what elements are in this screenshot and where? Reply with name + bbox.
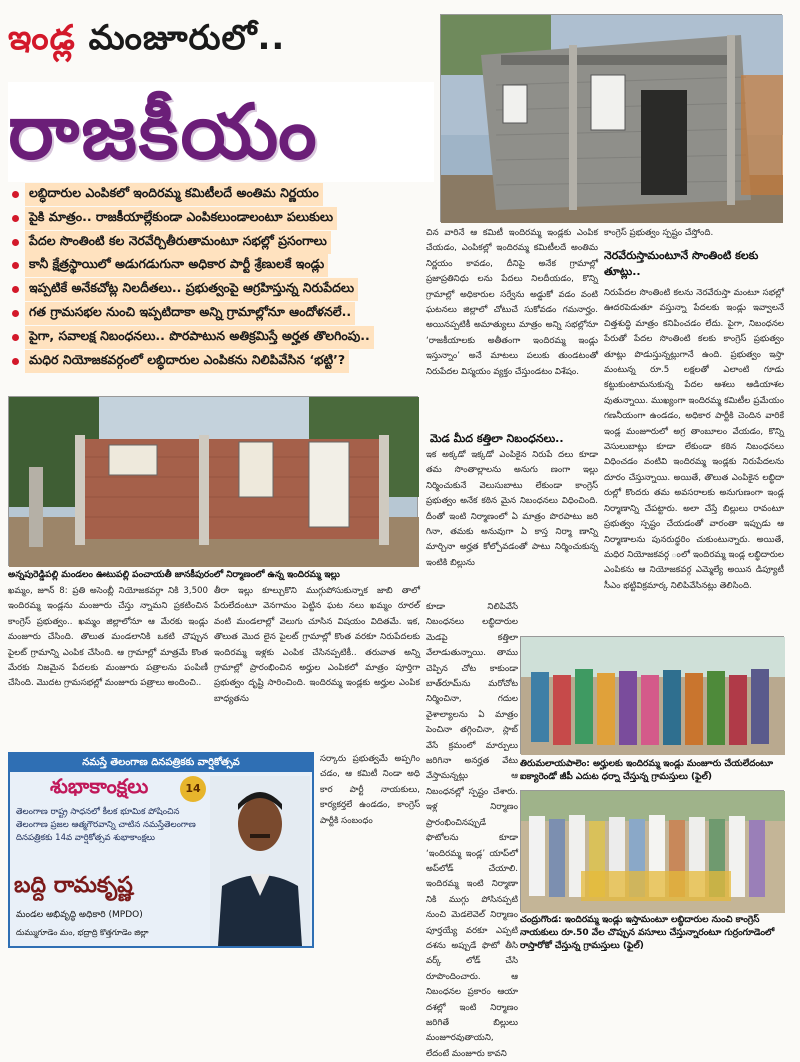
article-column-bottom-1: ఖమ్మం, జూన్ 8: ప్రతి అసెంబ్లీ నియోజకవర్గా నికి 3,500 ఇందిరమ్మ ఇండ్లను మంజూరు చేస్తు న్నామని ప్రకటించిన కాంగ్రెస్ ప్రభుత్వం.. ఖమ్మం జిల్లాలోనూ ఆ మేరకు ఇండ్లు మంజూరు చేసింది. తొలుత మండలానికి ఒకటి చొప్పున పైలట్ గ్రామాన్ని ఎంపిక చేసింది. ఆ గ్రామాల్లో మాత్రమే కొంత మేరకు నిజమైన పేదలకు మంజూరు పత్రాలను పంపిణీ చేసింది. మొదట గ్రామసభల్లో మంజూరు పత్రాలు అందించి.. xyxy=(8,586,208,689)
bullet-item xyxy=(8,255,418,276)
bullet-item xyxy=(8,184,418,205)
ad-portrait-image xyxy=(210,776,310,946)
bullet-dot xyxy=(12,334,19,341)
ad-location: దుమ్ముగూడెం మం, భద్రాద్రి కొత్తగూడెం జిల్లా xyxy=(16,928,149,937)
ad-designation: మండల అభివృద్ధి అధికారి (MPDO) xyxy=(16,910,143,920)
ad-portrait xyxy=(210,776,310,946)
bullet-item xyxy=(8,303,418,324)
bullet-list xyxy=(8,184,418,374)
article-column-mid-2: ఇక అక్కడో ఇక్కడో ఎంపికైన నిరుపే దలు కూడా తమ సొంతాల్లాలను అనుగు ణంగా ఇల్లు నిర్మించుకునే వెలుసుబాటు లేకుండా కాంగ్రెస్ ప్రభుత్వం అనేక కఠిన మైన నిబంధనలు విధించింది. దీంతో ఇంటి నిర్మాణంలో ఏ మాత్రం పొరపాటు జరి గినా, తమకు అనువుగా ఏ కాస్త నిర్మా ణాన్ని మార్చినా అర్హత కోల్పోవడంతో పాటు నిర్మించుకున్న ఇంటికి బిల్లును xyxy=(426,450,598,568)
article-column-bottom-3: సర్కారు ప్రభుత్వమే అప్పగిం చడం, ఆ కమిటీ నిండా అధి కార పార్టీ నాయకులు, కార్యకర్తలే ఉండడం, కాంగ్రెస్ పార్టీకి సంబంధం xyxy=(320,754,420,826)
ad-header: నమస్తే తెలంగాణ దినపత్రికకు వార్షికోత్సవ xyxy=(10,754,312,772)
subhead-rules: మెడ మీద కత్తిలా నిబంధనలు.. xyxy=(430,432,564,445)
bullet-item xyxy=(8,327,418,348)
ad-greetings xyxy=(8,752,314,948)
article-column-right-1: కాంగ్రెస్ ప్రభుత్వం స్పష్టం చేస్తోంది. xyxy=(604,228,714,238)
photo-protest xyxy=(520,636,784,754)
caption-photo-protest: తిరుమలాయపాలెం: అర్హులకు ఇందిరమ్మ ఇండ్లు మంజూరు చేయలేదంటూ ఐక్యారెండో జీపీ ఎదుట ధర్నా చేస్తున్న గ్రామస్తులు (ఫైల్) xyxy=(520,759,774,782)
bullet-dot xyxy=(12,262,19,269)
photo-house-top-image xyxy=(441,15,783,223)
photo-rastaroko xyxy=(520,790,784,912)
bullet-item xyxy=(8,351,418,372)
ad-body: తెలంగాణ రాష్ట్ర సాధనలో కీలక భూమిక పోషించిన తెలంగాణ ప్రజల ఆత్మగౌరవాన్ని చాటిన నమస్తేతెలంగాణ దినపత్రికకు 14వ వార్షికోత్సవ శుభాకాంక్షలు xyxy=(16,807,196,843)
photo-rastaroko-image xyxy=(521,791,785,913)
ad-greeting: శుభాకాంక్షలు xyxy=(50,774,149,798)
headline-part2: మంజూరులో.. xyxy=(88,18,286,58)
bullet-item xyxy=(8,208,418,229)
bullet-dot xyxy=(12,358,19,365)
bullet-text: పేదల సొంతింటి కల నెరవేర్చితీరుతామంటూ సభల్లో ప్రసంగాలు xyxy=(25,231,331,254)
article-column-bottom-2: తీరా ఇల్లు కూల్చుకొని ముగ్గుపోసుకున్నాక జాబి తాలో పేరులేదంటూ వెనగామం పెట్టిన ఘట నలు ఖమ్మం రూరల్ వంటి మండలాల్లో వెలుగు చూసిన విషయం విదితమే. ఇక, తొలుత మొద లైన పైలట్ గ్రామాల్లో కొంత వరకూ నిరుపేదలకు ఇందిరమ్మ ఇళ్లకు ఎంపిక చేసినప్పటికీ.. తరువాత అన్ని గ్రామాల్లో ప్రారంభించిన అర్హుల ఎంపికలో మాత్రం పూర్తిగా ప్రభుత్వం దృష్టి సారించింది. ఇందిరమ్మ ఇండ్లకు అర్హుల ఎంపిక బాధ్యతను xyxy=(214,586,420,704)
article-column-mid-1: చిన వారినే ఆ కమిటీ ఇందిరమ్మ ఇండ్లకు ఎంపిక చేయడం, ఎంపికల్లో ఇందిరమ్మ కమిటీలదే అంతిమ నిర్ణయం కావడం, దీనిపై అనేక గ్రామాల్లో ప్రజాప్రతినిధు లను పేదలు నిలదీయడం, కొన్ని గ్రామాల్లో అధికారుల సర్వేను అడ్డుకో వడం వంటి ఘటనలు జిల్లాలో చోటుచే సుకోవడం గమనార్హం. అయినప్పటికీ అమాత్యులు మాత్రం అన్ని సభల్లోనూ ‘రాజకీయాలకు అతీతంగా ఇందిరమ్మ ఇండ్లు ఇస్తున్నాం’ అనే మాటలు పలుకు తుండటంతో నిరుపేదల విస్మయం వ్యక్తం చేస్తుండటం విశేషం. xyxy=(426,228,598,377)
photo-protest-image xyxy=(521,637,785,755)
ad-badge-number: 14 xyxy=(185,782,201,795)
bullet-item xyxy=(8,232,418,253)
bullet-dot xyxy=(12,215,19,222)
bullet-dot xyxy=(12,310,19,317)
photo-house-top xyxy=(440,14,782,222)
headline-part1: ఇండ్ల xyxy=(8,18,76,58)
ad-anniversary-badge xyxy=(180,776,206,802)
photo-house-left xyxy=(8,396,418,566)
article-column-right-2: నిరుపేదల సొంతింటి కలను నెరవేరుస్తా మంటూ సభల్లో ఊదరపెడుతూ వస్తున్నా పేదలకు ఇండ్లు ఇవ్వాలనే చిత్తశుద్ధి మాత్రం కనిపించడం లేదు. పైగా, నిబంధనల పేరుతో పేదల సొంతింటి కలకు కాంగ్రెస్ ప్రభుత్వం తూట్లు పొడుస్తున్నట్లుగానే ఉంది. ప్రభుత్వం ఇస్తా మంటున్న రూ.5 లక్షలతో ఎలాంటి గూడు కట్టుకుంటామనుకున్న పేదల ఆశలు ఆడియాశల వుతున్నాయి. ముఖ్యంగా ఇందిరమ్మ కమిటీల ప్రమేయం గణనీయంగా ఉండడం, అధికార పార్టీకి చెందిన వారికే ఇండ్ల మంజూరులో అగ్ర తాంబూలం వేయడం, కొన్ని వెసులుబాట్లు కూడా లేకుండా కఠిన నిబంధనలు విధించడం వంటివి ఇందిరమ్మ ఇండ్లకు నిరుపేదలను దూరం చేస్తున్నాయి. అయితే, తొలుత ఎంపికైన లబ్ధిదా రుల్లో కొందరు తమ అవసరాలకు అనుగుణంగా ఇండ్ల నిర్మాణాన్ని చేపట్టారు. అలా చేస్తే బిల్లులు రావంటూ ప్రభుత్వం స్పష్టం చేయడంతో వారంతా ఇప్పుడు ఆ నిర్మాణాలను పునరుద్ధరిం చుకుంటున్నారు. అయితే, మధిర నియోజకవర్గ ంలో ఇందిరమ్మ ఇండ్ల లబ్ధిదారుల ఎంపికను ఆ నియోజకవర్గ ఎమ్మెల్యే అయిన డిప్యూటీ సీఎం భట్టివిక్రమార్క నిలిపివేసినట్లు తెలిసింది. xyxy=(604,288,784,591)
bullet-text: లబ్ధిదారుల ఎంపికలో ఇందిరమ్మ కమిటీలదే అంతిమ నిర్ణయం xyxy=(25,183,323,206)
ad-name: బద్ది రామకృష్ణ xyxy=(14,872,133,898)
bullet-dot xyxy=(12,191,19,198)
bullet-text: పైగా, సవాలక్ష నిబంధనలు.. పొరపాటున అతిక్రమిస్తే అర్హత తొలగింపు.. xyxy=(25,326,374,349)
headline-line1 xyxy=(8,18,285,66)
bullet-text: గత గ్రామసభల నుంచి ఇప్పటిదాకా అన్ని గ్రామాల్లోనూ ఆందోళనలే.. xyxy=(25,302,355,325)
bullet-text: మధిర నియోజకవర్గంలో లబ్ధిదారుల ఎంపికను నిలిపివేసిన ‘భట్టి’? xyxy=(25,350,349,373)
bullet-text: పైకి మాత్రం.. రాజకీయాల్లేకుండా ఎంపికలుండాలంటూ పలుకులు xyxy=(25,207,337,230)
headline-main: రాజకీయం xyxy=(8,82,434,182)
bullet-dot xyxy=(12,286,19,293)
bullet-item xyxy=(8,279,418,300)
caption-photo-rastaroko: చంద్రుగొండ: ఇందిరమ్మ ఇండ్లు ఇస్తామంటూ లబ్ధిదారుల నుంచి కాంగ్రెస్ నాయకులు రూ.50 వేల చొప్పున వసూలు చేస్తున్నారంటూ గుర్రంగూడెంలో రాస్తారోకో చేస్తున్న గ్రామస్తులు (ఫైల్) xyxy=(520,915,775,951)
caption-photo-left: అన్నపురెడ్డిపల్లి మండలం ఊటుపల్లి పంచాయతీ జానకీపురంలో నిర్మాణంలో ఉన్న ఇందిరమ్మ ఇల్లు xyxy=(8,570,340,580)
photo-house-left-image xyxy=(9,397,419,567)
article-column-bottom-4: కూడా నిలిపివేసే నిబంధనలు లబ్ధిదారుల మెడపై కత్తిలా వేలాడుతున్నాయి. తాము చెప్పిన చోట కాకుండా బాత్‌రూమ్‌ను మరోచోట నిర్మించినా, గదుల వైశాల్యాలను ఏ మాత్రం పెంచినా తగ్గించినా, స్లాబ్ వేసే క్రమంలో మార్పులు జరిగినా అనర్హత వేటు వేస్తామన్నట్లు ఆ నిబంధనల్లో స్పష్టం చేశారు. ఇళ్ల నిర్మాణం ప్రారంభించినప్పుడే ఫొటోలను కూడా ‘ఇందిరమ్మ ఇండ్ల’ యాప్‌లో అప్‌లోడ్ చేయాలి. ఇందిరమ్మ ఇంటి నిర్మాణా నికి ముగ్గు పోసినప్పటి నుంచి మెడలెవెల్ నిర్మాణం పూర్తయ్యే వరకూ ఎప్పటి దశను అప్పుడే ఫొటో తీసి వర్క్ లోడ్ చేసి రూపొందించారు. ఆ నిబంధనల ప్రకారం ఆయా దశల్లో ఇంటి నిర్మాణం జరిగితే బిల్లులు మంజూరవుతాయని, లేదంటే మంజూరు కావని xyxy=(426,602,518,1059)
subhead-dream: నెరవేరుస్తామంటూనే సొంతింటి కలకు తూట్లు.. xyxy=(604,249,759,278)
bullet-text: కానీ క్షేత్రస్థాయిలో అడుగడుగునా అధికార పార్టీ శ్రేణులకే ఇండ్లు xyxy=(25,254,328,277)
bullet-dot xyxy=(12,239,19,246)
bullet-text: ఇప్పటికే అనేకచోట్ల నిలదీతలు.. ప్రభుత్వంపై ఆగ్రహిస్తున్న నిరుపేదలు xyxy=(25,278,358,301)
